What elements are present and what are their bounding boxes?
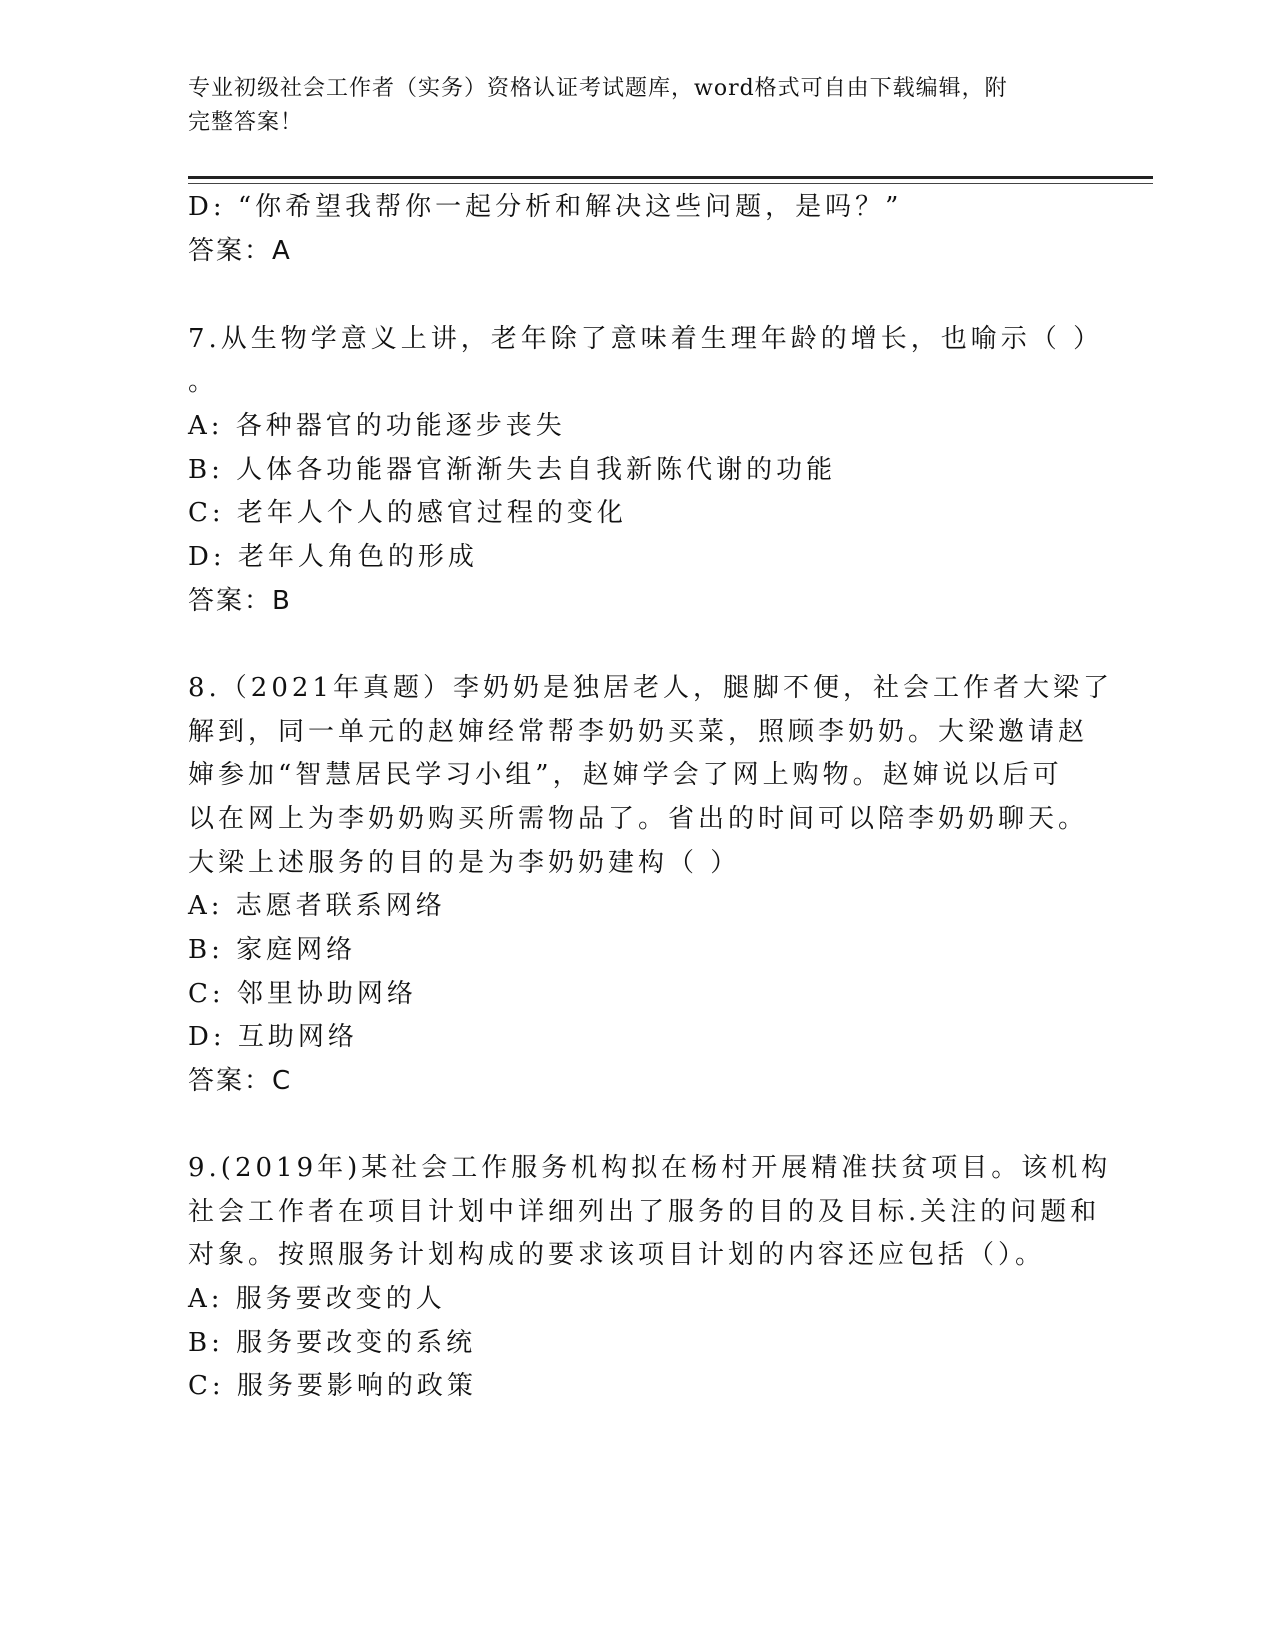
q7-stem-line-1: 7.从生物学意义上讲，老年除了意味着生理年龄的增长，也喻示（ ）: [188, 324, 1104, 354]
q9-stem-line-1: 9.(2019年)某社会工作服务机构拟在杨村开展精准扶贫项目。该机构: [188, 1153, 1112, 1183]
q8-stem-line-1: 8.（2021年真题）李奶奶是独居老人，腿脚不便，社会工作者大梁了: [188, 673, 1113, 703]
header-line-2: 完整答案！: [188, 110, 304, 135]
q6-option-d: D: “你希望我帮你一起分析和解决这些问题，是吗？”: [188, 192, 903, 222]
q7-option-d: D: 老年人角色的形成: [188, 542, 478, 572]
header-line-1: 专业初级社会工作者（实务）资格认证考试题库，word格式可自由下载编辑，附: [188, 76, 1008, 101]
q8-option-d: D: 互助网络: [188, 1022, 358, 1052]
q9-stem-line-3: 对象。按照服务计划构成的要求该项目计划的内容还应包括（）。: [188, 1240, 1046, 1270]
q8-stem-line-4: 以在网上为李奶奶购买所需物品了。省出的时间可以陪李奶奶聊天。: [188, 804, 1089, 834]
q7-option-c: C: 老年人个人的感官过程的变化: [188, 498, 627, 528]
q7-option-b: B: 人体各功能器官渐渐失去自我新陈代谢的功能: [188, 455, 837, 485]
q9-option-a: A: 服务要改变的人: [188, 1284, 446, 1314]
q8-stem-line-3: 婶参加“智慧居民学习小组”，赵婶学会了网上购物。赵婶说以后可: [188, 760, 1063, 790]
q8-option-a: A: 志愿者联系网络: [188, 891, 446, 921]
q7-option-a: A: 各种器官的功能逐步丧失: [188, 411, 566, 441]
header-divider-thin: [188, 183, 1153, 184]
q7-answer: 答案：B: [188, 586, 292, 616]
q7-stem-line-2: 。: [188, 367, 219, 397]
q8-answer: 答案：C: [188, 1066, 293, 1096]
q8-stem-line-5: 大梁上述服务的目的是为李奶奶建构（ ）: [188, 848, 741, 878]
q8-option-b: B: 家庭网络: [188, 935, 357, 965]
header-divider-thick: [188, 176, 1153, 179]
q6-answer: 答案：A: [188, 236, 292, 266]
q8-option-c: C: 邻里协助网络: [188, 979, 417, 1009]
document-header: [188, 72, 1068, 140]
q9-stem-line-2: 社会工作者在项目计划中详细列出了服务的目的及目标.关注的问题和: [188, 1197, 1101, 1227]
q9-option-b: B: 服务要改变的系统: [188, 1328, 477, 1358]
q8-stem-line-2: 解到，同一单元的赵婶经常帮李奶奶买菜，照顾李奶奶。大梁邀请赵: [188, 717, 1089, 747]
q9-option-c: C: 服务要影响的政策: [188, 1371, 477, 1401]
